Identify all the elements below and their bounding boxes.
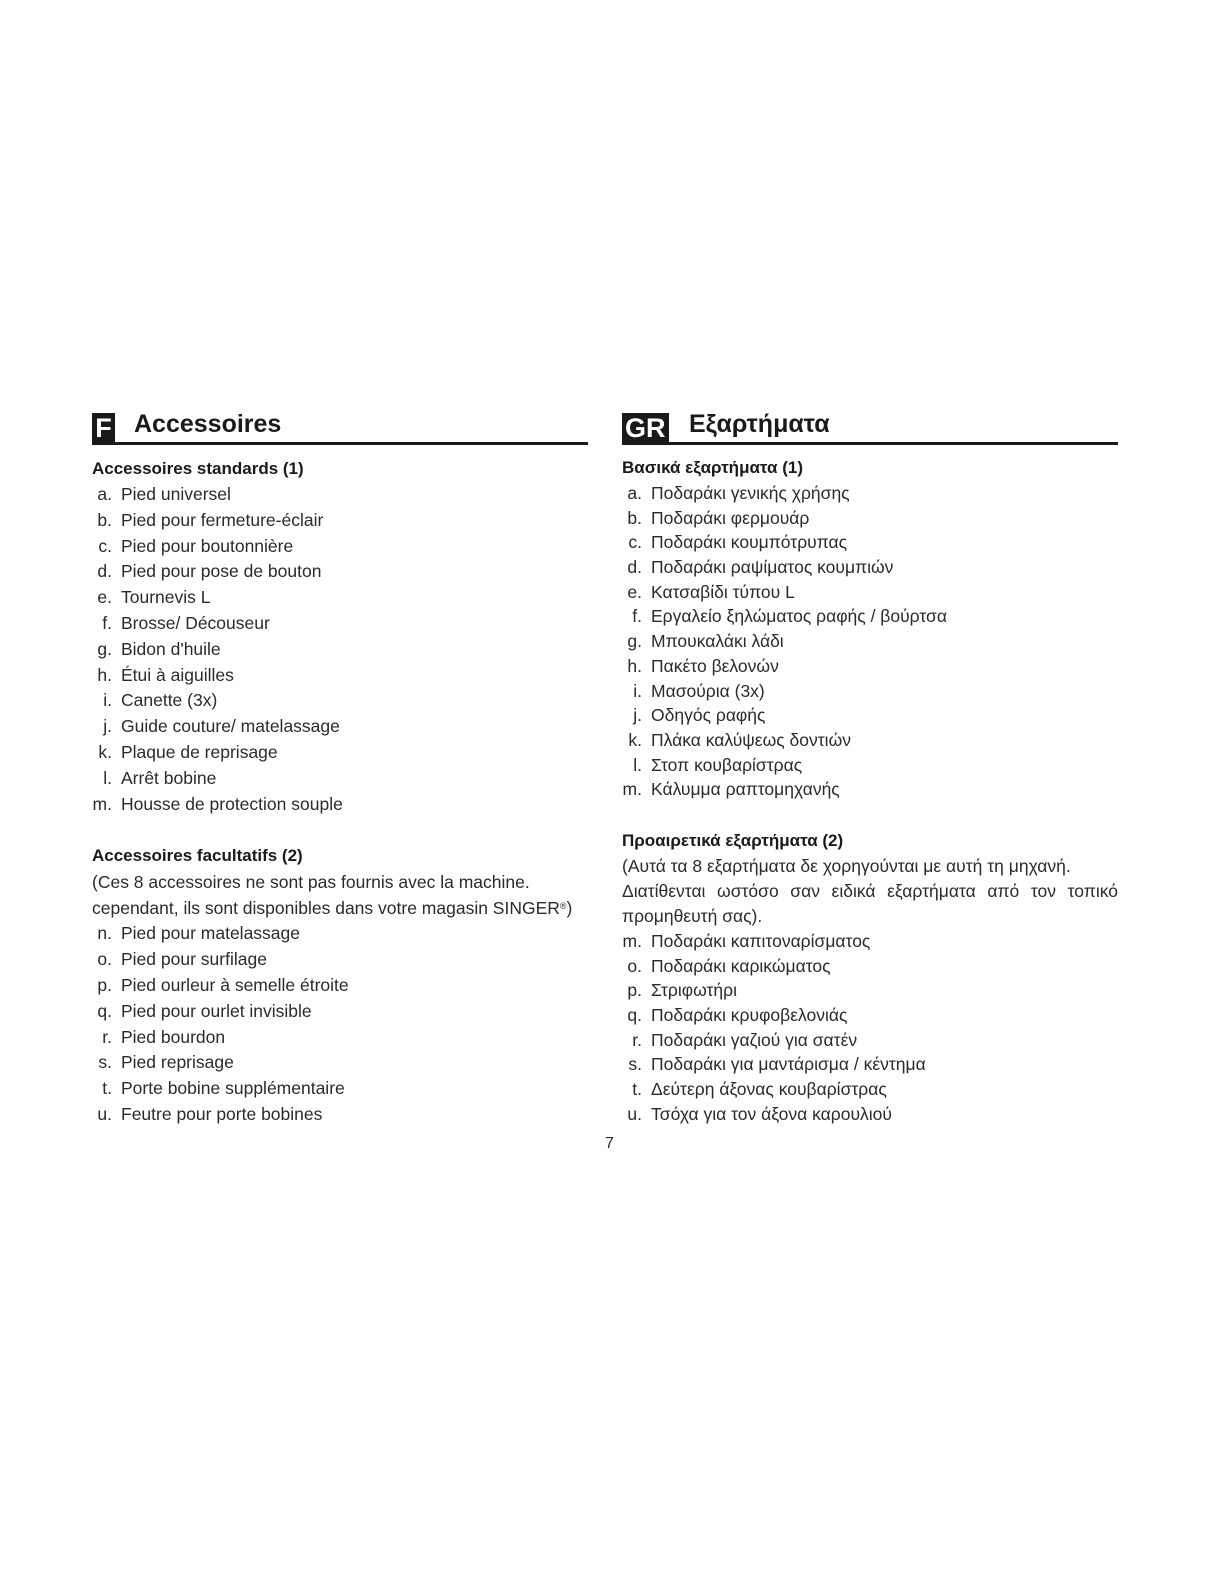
section-title: Εξαρτήματα xyxy=(689,410,830,438)
optional-accessories-heading: Προαιρετικά εξαρτήματα (2) xyxy=(622,830,844,850)
item-text: Ποδαράκι γαζιού για σατέν xyxy=(651,1029,858,1050)
item-letter: k. xyxy=(98,741,112,762)
optional-accessories-note xyxy=(622,854,1118,929)
item-text: Tournevis L xyxy=(121,587,211,608)
item-text: Πακέτο βελονών xyxy=(651,655,779,676)
note-line-1: (Ces 8 accessoires ne sont pas fournis avec la machine. xyxy=(92,872,530,893)
item-text: Κάλυμμα ραπτομηχανής xyxy=(651,779,840,800)
item-text: Μπουκαλάκι λάδι xyxy=(651,631,784,652)
item-text: Étui à aiguilles xyxy=(121,664,234,685)
list-item xyxy=(92,1025,588,1051)
item-text: Pied pour pose de bouton xyxy=(121,561,322,582)
item-text: Στριφωτήρι xyxy=(651,980,737,1001)
item-text: Housse de protection souple xyxy=(121,793,343,814)
list-item xyxy=(622,1028,1118,1053)
item-text: Ποδαράκι κουμπότρυπας xyxy=(651,532,848,553)
item-letter: j. xyxy=(633,705,642,726)
note-line-2: Διατίθενται ωστόσο σαν ειδικά εξαρτήματα από τον τοπικό xyxy=(622,880,1118,901)
item-text: Pied ourleur à semelle étroite xyxy=(121,974,349,995)
standard-accessories-heading: Βασικά εξαρτήματα (1) xyxy=(622,458,803,477)
item-letter: r. xyxy=(102,1026,112,1047)
item-text: Τσόχα για τον άξονα καρουλιού xyxy=(651,1103,892,1124)
standard-accessories-list xyxy=(92,482,588,817)
item-letter: u. xyxy=(627,1103,642,1124)
item-text: Ποδαράκι γενικής χρήσης xyxy=(651,483,850,503)
section-title: Accessoires xyxy=(134,410,282,438)
list-item xyxy=(92,611,588,637)
list-item xyxy=(92,534,588,560)
page-number: 7 xyxy=(605,1135,614,1152)
list-item xyxy=(622,506,1118,531)
item-letter: p. xyxy=(97,974,112,995)
item-letter: n. xyxy=(97,923,112,944)
list-item xyxy=(92,508,588,534)
list-item xyxy=(622,629,1118,654)
list-item xyxy=(92,688,588,714)
list-item xyxy=(92,999,588,1025)
optional-accessories-heading: Accessoires facultatifs (2) xyxy=(92,846,303,866)
item-text: Ποδαράκι καρικώματος xyxy=(651,955,831,976)
list-item xyxy=(622,703,1118,728)
item-letter: k. xyxy=(628,729,642,750)
list-item xyxy=(92,559,588,585)
item-letter: q. xyxy=(627,1005,642,1025)
item-letter: m. xyxy=(92,793,112,814)
list-item xyxy=(622,530,1118,555)
list-item xyxy=(92,740,588,766)
list-item xyxy=(92,1050,588,1076)
registered-mark: ® xyxy=(559,901,567,912)
item-letter: c. xyxy=(628,532,642,553)
item-letter: f. xyxy=(102,612,112,633)
item-text: Brosse/ Découseur xyxy=(121,612,270,633)
item-text: Μασούρια (3x) xyxy=(651,680,765,701)
item-text: Guide couture/ matelassage xyxy=(121,716,340,737)
item-text: Porte bobine supplémentaire xyxy=(121,1078,345,1099)
item-letter: h. xyxy=(627,655,642,676)
item-letter: t. xyxy=(102,1078,112,1099)
list-item xyxy=(622,1052,1118,1077)
item-letter: m. xyxy=(622,930,642,951)
item-letter: d. xyxy=(97,561,112,582)
item-letter: p. xyxy=(627,980,642,1001)
item-letter: q. xyxy=(97,1000,112,1021)
item-letter: j. xyxy=(103,716,112,737)
list-item xyxy=(622,580,1118,605)
item-text: Ποδαράκι κρυφοβελονιάς xyxy=(651,1005,848,1025)
item-text: Pied universel xyxy=(121,484,231,504)
list-item xyxy=(622,654,1118,679)
item-letter: i. xyxy=(633,680,642,701)
section-header xyxy=(622,408,1118,445)
list-item xyxy=(92,973,588,999)
item-letter: a. xyxy=(97,484,112,504)
optional-accessories-note xyxy=(92,869,588,921)
list-item xyxy=(622,1003,1118,1028)
item-text: Feutre pour porte bobines xyxy=(121,1103,323,1124)
item-text: Pied bourdon xyxy=(121,1026,226,1047)
item-letter: r. xyxy=(632,1029,642,1050)
optional-accessories-list xyxy=(92,921,588,1127)
item-letter: c. xyxy=(98,535,112,556)
item-letter: b. xyxy=(97,509,112,530)
list-item xyxy=(92,947,588,973)
item-text: Οδηγός ραφής xyxy=(651,705,766,726)
item-text: Κατσαβίδι τύπου L xyxy=(651,581,795,602)
list-item xyxy=(92,1076,588,1102)
list-item xyxy=(92,792,588,818)
item-text: Δεύτερη άξονας κουβαρίστρας xyxy=(651,1079,887,1100)
list-item xyxy=(92,921,588,947)
item-letter: s. xyxy=(98,1052,112,1073)
item-letter: u. xyxy=(97,1103,112,1124)
list-item xyxy=(622,555,1118,580)
item-letter: g. xyxy=(627,631,642,652)
item-letter: l. xyxy=(103,767,112,788)
item-letter: a. xyxy=(627,483,642,503)
item-letter: e. xyxy=(97,587,112,608)
list-item xyxy=(92,637,588,663)
item-text: Ποδαράκι ραψίματος κουμπιών xyxy=(651,557,894,578)
item-text: Ποδαράκι φερμουάρ xyxy=(651,507,810,528)
note-line-3: προμηθευτή σας). xyxy=(622,905,763,926)
item-letter: t. xyxy=(632,1079,642,1100)
item-text: Pied reprisage xyxy=(121,1052,234,1073)
list-item xyxy=(92,663,588,689)
language-badge: F xyxy=(92,413,115,444)
item-text: Pied pour matelassage xyxy=(121,923,300,944)
list-item xyxy=(92,766,588,792)
list-item xyxy=(92,585,588,611)
list-item xyxy=(622,728,1118,753)
item-letter: h. xyxy=(97,664,112,685)
list-item xyxy=(622,929,1118,954)
list-item xyxy=(622,481,1118,506)
note-line-2: cependant, ils sont disponibles dans votre magasin SINGER xyxy=(92,898,560,919)
item-text: Ποδαράκι για μαντάρισμα / κέντημα xyxy=(651,1054,926,1075)
item-letter: l. xyxy=(633,754,642,775)
list-item xyxy=(92,1102,588,1128)
item-text: Pied pour ourlet invisible xyxy=(121,1000,312,1021)
item-text: Plaque de reprisage xyxy=(121,741,278,762)
item-text: Pied pour surfilage xyxy=(121,949,267,970)
item-text: Bidon d'huile xyxy=(121,638,221,659)
item-letter: d. xyxy=(627,557,642,578)
french-section xyxy=(92,408,588,1128)
list-item xyxy=(622,978,1118,1003)
item-text: Ποδαράκι καπιτοναρίσματος xyxy=(651,930,871,951)
item-letter: o. xyxy=(627,955,642,976)
item-letter: i. xyxy=(103,690,112,711)
item-text: Pied pour fermeture-éclair xyxy=(121,509,324,530)
item-letter: s. xyxy=(628,1054,642,1075)
item-text: Pied pour boutonnière xyxy=(121,535,294,556)
optional-accessories-list xyxy=(622,929,1118,1127)
item-text: Canette (3x) xyxy=(121,690,218,711)
list-item xyxy=(622,604,1118,629)
item-letter: e. xyxy=(627,581,642,602)
list-item xyxy=(622,679,1118,704)
item-letter: m. xyxy=(622,779,642,800)
list-item xyxy=(92,482,588,508)
item-text: Arrêt bobine xyxy=(121,767,217,788)
item-text: Στοπ κουβαρίστρας xyxy=(651,754,803,775)
list-item xyxy=(92,714,588,740)
language-badge: GR xyxy=(622,413,669,444)
list-item xyxy=(622,1102,1118,1127)
standard-accessories-list xyxy=(622,481,1118,802)
item-text: Εργαλείο ξηλώματος ραφής / βούρτσα xyxy=(651,606,947,627)
note-line-1: (Αυτά τα 8 εξαρτήματα δε χορηγούνται με αυτή τη μηχανή. xyxy=(622,855,1071,876)
greek-section xyxy=(622,408,1118,1126)
list-item xyxy=(622,954,1118,979)
list-item xyxy=(622,1077,1118,1102)
item-letter: o. xyxy=(97,949,112,970)
list-item xyxy=(622,777,1118,802)
item-text: Πλάκα καλύψεως δοντιών xyxy=(651,729,851,750)
item-letter: f. xyxy=(632,606,642,627)
item-letter: b. xyxy=(627,507,642,528)
standard-accessories-heading: Accessoires standards (1) xyxy=(92,459,304,478)
note-close: ) xyxy=(566,898,573,919)
list-item xyxy=(622,753,1118,778)
item-letter: g. xyxy=(97,638,112,659)
section-header xyxy=(92,408,588,445)
